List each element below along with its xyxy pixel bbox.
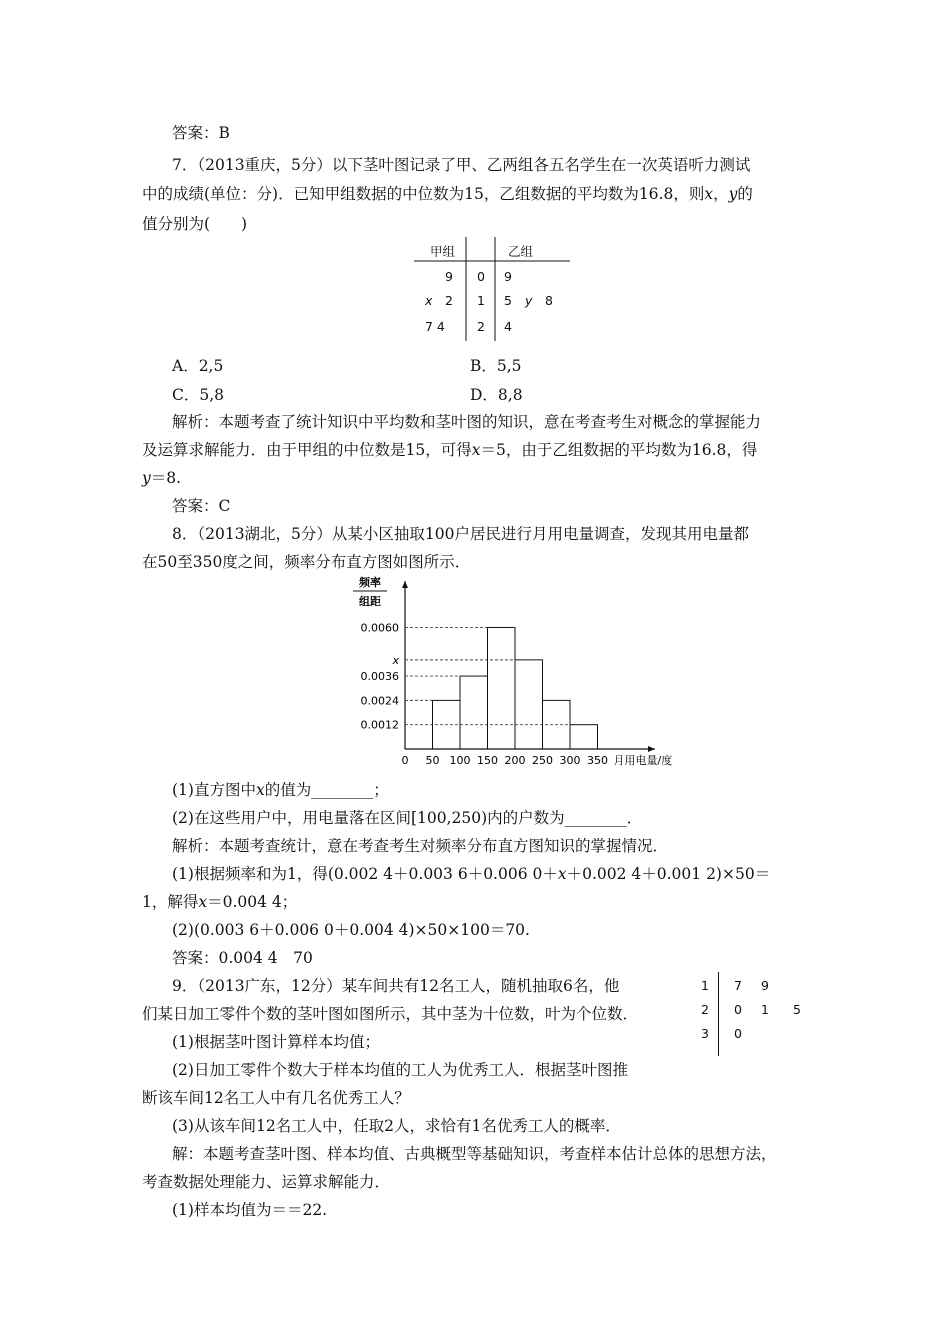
q7-r2-left-var: x (425, 293, 433, 308)
y-axis-label-top: 频率 (359, 576, 381, 589)
x-tick-label-3: 150 (477, 754, 498, 767)
q8-line1: 8．（2013湖北，5分）从某小区抽取100户居民进行月用电量调查，发现其用电量都 (172, 525, 750, 543)
y-tick-label-4: 0.0060 (360, 621, 399, 635)
x-tick-label-2: 100 (449, 754, 471, 767)
x-axis-label: 月用电量/度 (613, 754, 673, 767)
y-tick-label-2: 0.0036 (360, 670, 399, 684)
x-tick-label-1: 50 (425, 754, 440, 767)
q7-r2-stem: 1 (477, 293, 485, 308)
q7-answer: 答案：C (172, 497, 231, 515)
x-axis-arrow (648, 746, 655, 752)
q7-r3-stem: 2 (477, 319, 485, 334)
q7-analysis-1: 解析：本题考查了统计知识中平均数和茎叶图的知识，意在考查考生对概念的掌握能力 (172, 413, 762, 431)
q9-leaf-1-1: 7 (734, 978, 742, 993)
q7-r2-left: 2 (445, 293, 453, 308)
q7-line2: 中的成绩(单位：分)．已知甲组数据的中位数为15，乙组数据的平均数为16.8，则x，y的 (142, 185, 753, 203)
y-tick-label-0: 0.0012 (360, 718, 399, 732)
y-axis-arrow (402, 581, 408, 588)
q7-option-b: B．5,5 (470, 357, 522, 375)
q8-solution-2: (2)(0.003 6＋0.006 0＋0.004 4)×50×100＝70. (172, 921, 530, 939)
q8-part1: (1)直方图中x的值为________； (172, 781, 389, 799)
q9-leaf-2-3: 5 (793, 1002, 801, 1017)
q9-stem-divider (718, 972, 719, 1056)
q9-part3: (3)从该车间12名工人中，任取2人，求恰有1名优秀工人的概率． (172, 1117, 621, 1135)
q7-option-d: D．8,8 (470, 386, 523, 404)
y-axis-label-bottom: 组距 (359, 595, 381, 608)
q9-stem-1: 1 (701, 978, 709, 993)
q9-part1: (1)根据茎叶图计算样本均值； (172, 1033, 380, 1051)
q8-analysis: 解析：本题考查统计，意在考查考生对频率分布直方图知识的掌握情况． (172, 837, 669, 855)
q9-part2a: (2)日加工零件个数大于样本均值的工人为优秀工人．根据茎叶图推 (172, 1061, 628, 1079)
x-tick-label-0: 0 (401, 754, 409, 767)
q7-analysis-3: y＝8. (142, 469, 182, 487)
q9-stem-2: 2 (701, 1002, 709, 1017)
q9-leaf-2-2: 1 (761, 1002, 769, 1017)
q8-line2: 在50至350度之间，频率分布直方图如图所示． (142, 553, 471, 571)
q7-r2-right-b: 8 (545, 293, 553, 308)
q7-r1-stem: 0 (477, 269, 485, 284)
histogram-bar-1 (460, 676, 488, 749)
q9-line2: 们某日加工零件个数的茎叶图如图所示，其中茎为十位数，叶为个位数． (142, 1005, 639, 1023)
q7-option-a: A．2,5 (172, 357, 224, 375)
x-tick-label-7: 350 (587, 754, 608, 767)
q9-solution-3: (1)样本均值为＝＝22. (172, 1201, 328, 1219)
x-tick-label-5: 250 (532, 754, 553, 767)
q7-r1-left: 9 (445, 269, 453, 284)
q9-leaf-2-1: 0 (734, 1002, 742, 1017)
y-tick-label-1: 0.0024 (360, 694, 399, 708)
answer-prev: 答案：B (172, 124, 230, 142)
q7-r3-right: 4 (504, 319, 512, 334)
q9-solution-2: 考查数据处理能力、运算求解能力． (142, 1173, 391, 1191)
q8-solution-1b: 1，解得x＝0.004 4； (142, 893, 298, 911)
q8-solution-1: (1)根据频率和为1，得(0.002 4＋0.003 6＋0.006 0＋x＋0.002 4＋0.001 2)×50＝ (172, 865, 771, 883)
q7-option-c: C．5,8 (172, 386, 225, 404)
x-tick-label-6: 300 (559, 754, 581, 767)
q9-leaf-1-2: 9 (761, 978, 769, 993)
q7-r3-left: 7 4 (425, 319, 445, 334)
q7-r1-right: 9 (504, 269, 512, 284)
q9-leaf-3-1: 0 (734, 1026, 742, 1041)
q7-r2-right-a: 5 (504, 293, 512, 308)
histogram-bar-5 (570, 725, 598, 749)
frequency-histogram (325, 573, 685, 773)
q9-line1: 9．（2013广东，12分）某车间共有12名工人，随机抽取6名，他 (172, 977, 620, 995)
x-tick-label-4: 200 (504, 754, 526, 767)
q7-analysis-2: 及运算求解能力．由于甲组的中位数是15，可得x＝5，由于乙组数据的平均数为16.8，得 (142, 441, 758, 459)
q7-head-right: 乙组 (508, 244, 534, 259)
q9-stem-leaf (695, 972, 815, 1056)
q9-part2b: 断该车间12名工人中有几名优秀工人？ (142, 1089, 410, 1107)
q7-line3: 值分别为( ) (142, 215, 248, 233)
q8-part2: (2)在这些用户中，用电量落在区间[100,250)内的户数为________． (172, 809, 643, 827)
q7-r2-right-var: y (525, 293, 533, 308)
histogram-bar-3 (515, 660, 543, 749)
histogram-bar-2 (488, 627, 516, 749)
q9-solution-1: 解：本题考查茎叶图、样本均值、古典概型等基础知识，考查样本估计总体的思想方法， (172, 1145, 777, 1163)
q7-line1: 7．（2013重庆，5分）以下茎叶图记录了甲、乙两组各五名学生在一次英语听力测试 (172, 156, 751, 174)
q9-stem-3: 3 (701, 1026, 709, 1041)
q7-stem-leaf-table (410, 233, 575, 343)
q7-head-left: 甲组 (430, 244, 456, 259)
q8-answer: 答案：0.004 4 70 (172, 949, 313, 967)
y-tick-label-3: x (392, 653, 399, 667)
